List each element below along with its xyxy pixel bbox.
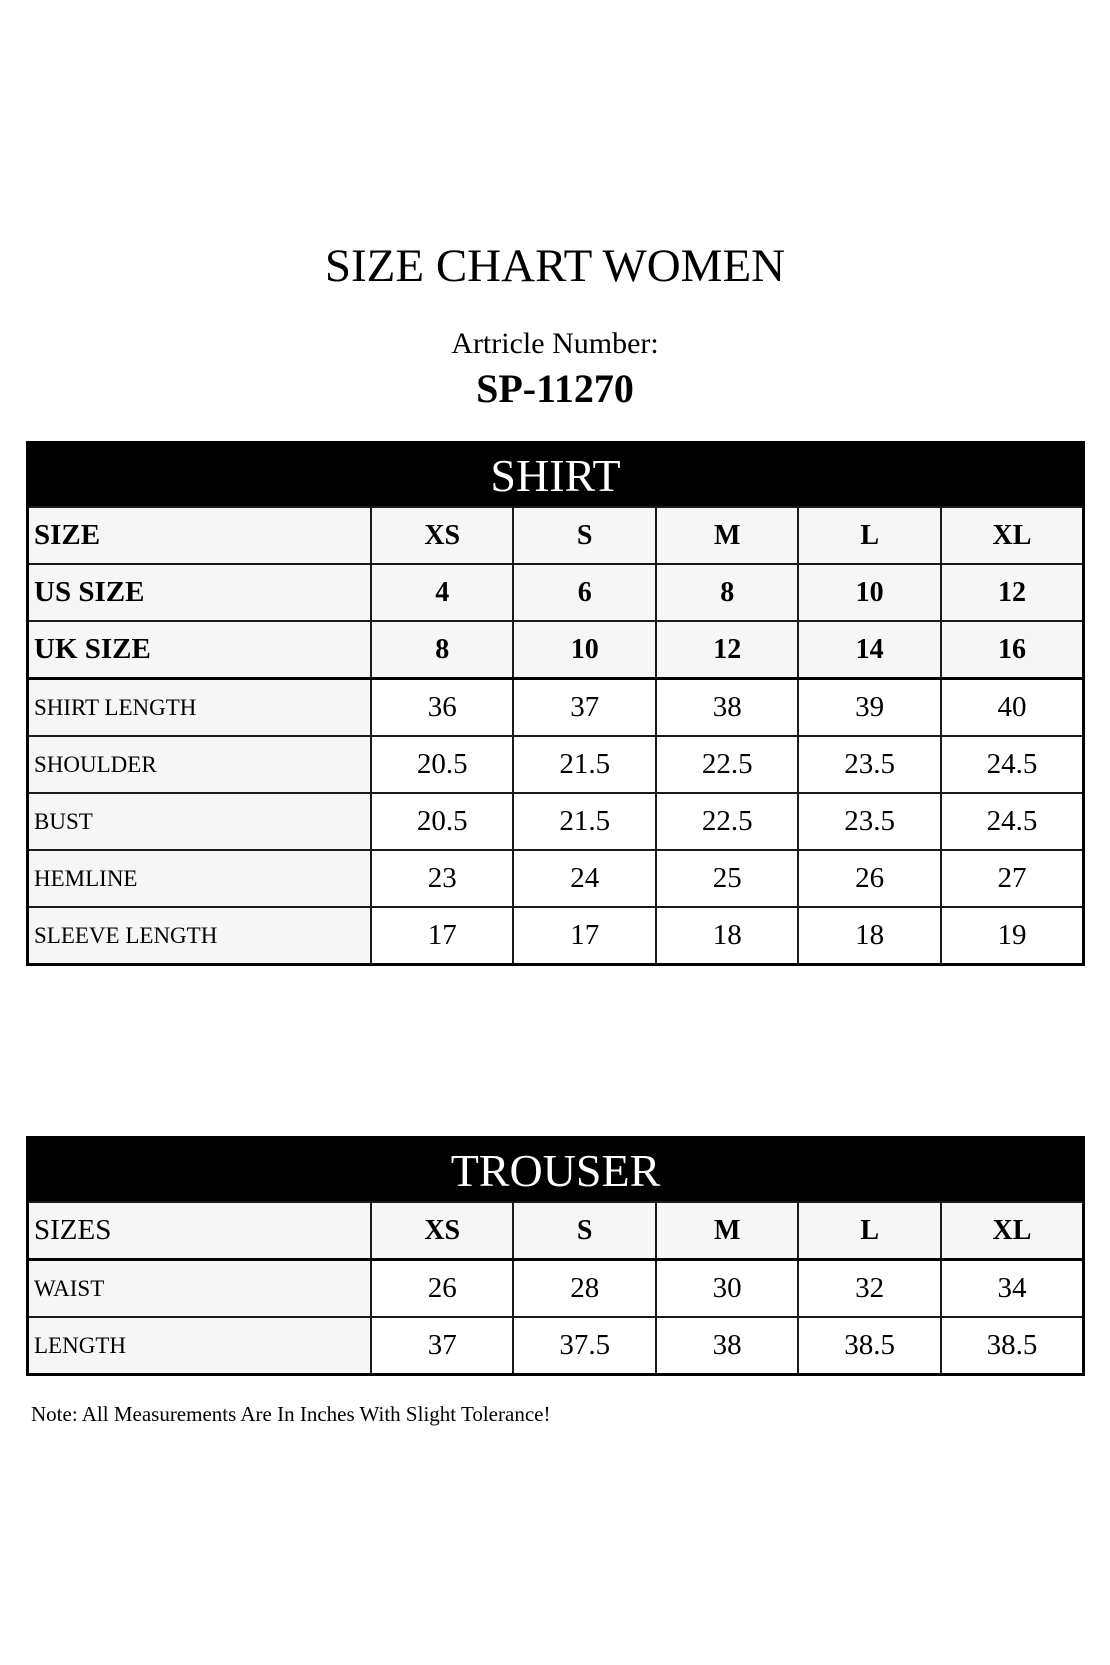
cell-m: 22.5 — [656, 736, 798, 793]
cell-s: 17 — [513, 907, 655, 965]
cell-xl: 24.5 — [941, 736, 1084, 793]
row-label: BUST — [28, 793, 371, 850]
cell-s: S — [513, 507, 655, 564]
cell-xs: XS — [371, 507, 513, 564]
shirt-size-table — [26, 441, 1085, 966]
shirt-uk-size-row — [28, 621, 1084, 679]
cell-xl: 24.5 — [941, 793, 1084, 850]
row-label: LENGTH — [28, 1317, 371, 1375]
cell-m: 8 — [656, 564, 798, 621]
waist-row — [28, 1260, 1084, 1318]
shoulder-row — [28, 736, 1084, 793]
cell-m: 12 — [656, 621, 798, 679]
cell-xs: 20.5 — [371, 793, 513, 850]
cell-xs: 20.5 — [371, 736, 513, 793]
cell-l: 18 — [798, 907, 940, 965]
row-label: HEMLINE — [28, 850, 371, 907]
cell-xs: 37 — [371, 1317, 513, 1375]
trouser-sizes-row — [28, 1202, 1084, 1260]
cell-s: 28 — [513, 1260, 655, 1318]
trouser-size-table — [26, 1136, 1085, 1376]
row-label: SHIRT LENGTH — [28, 679, 371, 737]
sleeve-length-row — [28, 907, 1084, 965]
cell-s: 21.5 — [513, 793, 655, 850]
row-label: UK SIZE — [28, 621, 371, 679]
cell-xl: 27 — [941, 850, 1084, 907]
cell-s: 6 — [513, 564, 655, 621]
trouser-heading: TROUSER — [28, 1138, 1084, 1203]
cell-xs: XS — [371, 1202, 513, 1260]
cell-l: 39 — [798, 679, 940, 737]
cell-m: 22.5 — [656, 793, 798, 850]
row-label: SHOULDER — [28, 736, 371, 793]
cell-m: 25 — [656, 850, 798, 907]
cell-xl: XL — [941, 507, 1084, 564]
cell-xl: 34 — [941, 1260, 1084, 1318]
cell-s: 24 — [513, 850, 655, 907]
cell-m: 38 — [656, 679, 798, 737]
cell-s: 37.5 — [513, 1317, 655, 1375]
cell-s: S — [513, 1202, 655, 1260]
article-number: SP-11270 — [476, 366, 634, 411]
row-label: SIZES — [28, 1202, 371, 1260]
shirt-heading: SHIRT — [28, 443, 1084, 508]
cell-m: M — [656, 1202, 798, 1260]
row-label: SIZE — [28, 507, 371, 564]
row-label: SLEEVE LENGTH — [28, 907, 371, 965]
cell-l: 10 — [798, 564, 940, 621]
cell-l: 32 — [798, 1260, 940, 1318]
cell-xl: 16 — [941, 621, 1084, 679]
cell-xs: 8 — [371, 621, 513, 679]
trouser-length-row — [28, 1317, 1084, 1375]
cell-l: 26 — [798, 850, 940, 907]
cell-xs: 36 — [371, 679, 513, 737]
cell-xl: 38.5 — [941, 1317, 1084, 1375]
cell-xl: 12 — [941, 564, 1084, 621]
shirt-length-row — [28, 679, 1084, 737]
cell-xs: 26 — [371, 1260, 513, 1318]
row-label: WAIST — [28, 1260, 371, 1318]
cell-l: 23.5 — [798, 736, 940, 793]
cell-xl: XL — [941, 1202, 1084, 1260]
cell-xl: 19 — [941, 907, 1084, 965]
measurement-note: Note: All Measurements Are In Inches With Slight Tolerance! — [31, 1402, 551, 1426]
shirt-section-header — [28, 443, 1084, 508]
article-number-label: Artricle Number: — [451, 327, 659, 360]
trouser-section-header — [28, 1138, 1084, 1203]
cell-l: 38.5 — [798, 1317, 940, 1375]
cell-l: 14 — [798, 621, 940, 679]
cell-l: 23.5 — [798, 793, 940, 850]
cell-l: L — [798, 1202, 940, 1260]
cell-s: 21.5 — [513, 736, 655, 793]
cell-xs: 4 — [371, 564, 513, 621]
shirt-us-size-row — [28, 564, 1084, 621]
bust-row — [28, 793, 1084, 850]
cell-s: 37 — [513, 679, 655, 737]
hemline-row — [28, 850, 1084, 907]
cell-s: 10 — [513, 621, 655, 679]
cell-xs: 17 — [371, 907, 513, 965]
cell-m: 38 — [656, 1317, 798, 1375]
row-label: US SIZE — [28, 564, 371, 621]
cell-m: 30 — [656, 1260, 798, 1318]
cell-l: L — [798, 507, 940, 564]
shirt-size-row — [28, 507, 1084, 564]
cell-m: 18 — [656, 907, 798, 965]
cell-m: M — [656, 507, 798, 564]
cell-xl: 40 — [941, 679, 1084, 737]
cell-xs: 23 — [371, 850, 513, 907]
page-title: SIZE CHART WOMEN — [324, 240, 786, 292]
